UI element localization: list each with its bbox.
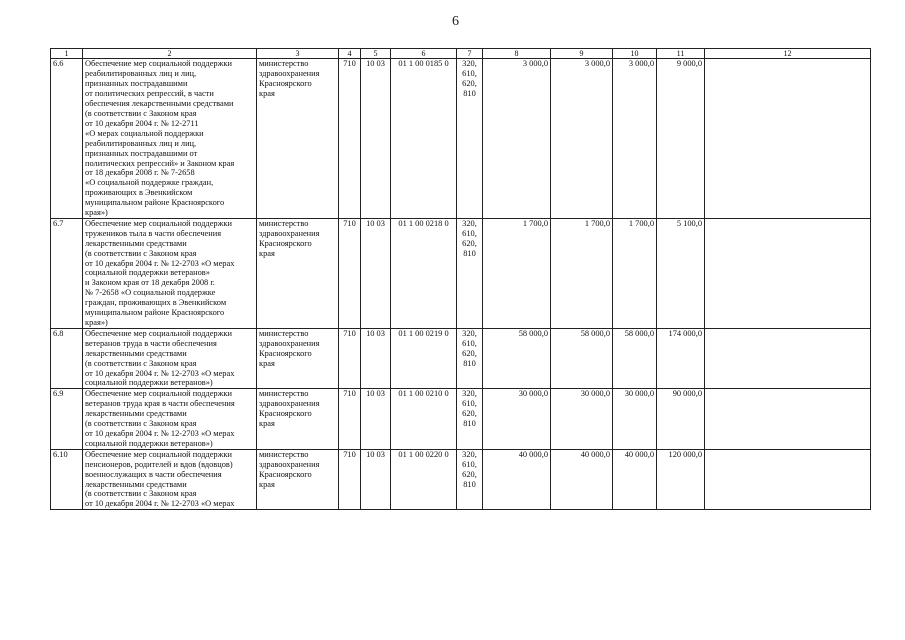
- organization-line: Красноярского: [259, 409, 312, 419]
- description-line: «О мерах социальной поддержки: [85, 128, 204, 138]
- vr-line: 320,: [462, 328, 477, 338]
- vr-line: 810: [463, 479, 476, 489]
- description-line: тружеников тыла в части обеспечения: [85, 228, 222, 238]
- organization-line: здравоохранения: [259, 399, 320, 409]
- table-row: [51, 218, 871, 328]
- note-cell: [705, 218, 871, 328]
- description-line: от 10 декабря 2004 г. № 12-2711: [85, 118, 199, 128]
- description-line: лекарственными средствами: [85, 348, 187, 358]
- description-line: граждан, проживающих в Эвенкийском: [85, 298, 227, 308]
- organization-line: министерство: [259, 59, 309, 69]
- total-cell: 5 100,0: [657, 218, 705, 328]
- row-number-cell: 6.6: [51, 59, 83, 219]
- description-cell: [83, 449, 257, 509]
- rzpr-cell: 10 03: [361, 59, 391, 219]
- vr-line: 320,: [462, 59, 477, 69]
- description-line: Обеспечение мер социальной поддержки: [85, 449, 232, 459]
- organization-line: Красноярского: [259, 238, 312, 248]
- vr-line: 620,: [462, 348, 477, 358]
- vr-line: 810: [463, 358, 476, 368]
- table-row: [51, 389, 871, 449]
- description-cell: [83, 328, 257, 388]
- note-cell: [705, 449, 871, 509]
- row-number-cell: 6.7: [51, 218, 83, 328]
- csr-cell: 01 1 00 0210 0: [391, 389, 457, 449]
- description-line: политических репрессий» и Законом края: [85, 158, 235, 168]
- column-header: 6: [391, 49, 457, 59]
- organization-cell: [257, 59, 339, 219]
- description-line: Обеспечение мер социальной поддержки: [85, 389, 232, 399]
- description-line: пенсионеров, родителей и вдов (вдовцов): [85, 459, 233, 469]
- column-header: 9: [551, 49, 613, 59]
- description-line: Обеспечение мер социальной поддержки: [85, 328, 232, 338]
- description-line: социальной поддержки ветеранов»): [85, 438, 213, 448]
- column-header: 5: [361, 49, 391, 59]
- organization-line: Красноярского: [259, 469, 312, 479]
- description-line: социальной поддержки ветеранов»): [85, 378, 213, 388]
- column-header: 10: [613, 49, 657, 59]
- organization-cell: [257, 449, 339, 509]
- description-line: «О социальной поддержке граждан,: [85, 178, 214, 188]
- organization-line: министерство: [259, 389, 309, 399]
- column-header: 4: [339, 49, 361, 59]
- csr-cell: 01 1 00 0218 0: [391, 218, 457, 328]
- description-line: проживающих в Эвенкийском: [85, 188, 193, 198]
- page-number: 6: [452, 14, 459, 29]
- year3-cell: 58 000,0: [613, 328, 657, 388]
- year3-cell: 30 000,0: [613, 389, 657, 449]
- year3-cell: 40 000,0: [613, 449, 657, 509]
- rzpr-cell: 10 03: [361, 449, 391, 509]
- column-header: 8: [483, 49, 551, 59]
- vr-line: 810: [463, 248, 476, 258]
- rzpr-cell: 10 03: [361, 218, 391, 328]
- description-cell: [83, 389, 257, 449]
- vr-line: 810: [463, 89, 476, 99]
- description-line: от 10 декабря 2004 г. № 12-2703 «О мерах: [85, 428, 235, 438]
- grbs-cell: 710: [339, 449, 361, 509]
- description-line: (в соответствии с Законом края: [85, 108, 197, 118]
- organization-line: здравоохранения: [259, 338, 320, 348]
- description-line: (в соответствии с Законом края: [85, 489, 197, 499]
- note-cell: [705, 389, 871, 449]
- row-number-cell: 6.10: [51, 449, 83, 509]
- description-line: обеспечения лекарственными средствами: [85, 99, 234, 109]
- description-line: края»): [85, 318, 108, 327]
- year1-cell: 1 700,0: [483, 218, 551, 328]
- organization-line: здравоохранения: [259, 69, 320, 79]
- description-line: (в соответствии с Законом края: [85, 248, 197, 258]
- description-line: ветеранов труда в части обеспечения: [85, 338, 217, 348]
- table-row: [51, 59, 871, 219]
- vr-line: 320,: [462, 389, 477, 399]
- vr-line: 620,: [462, 409, 477, 419]
- note-cell: [705, 59, 871, 219]
- year2-cell: 30 000,0: [551, 389, 613, 449]
- organization-line: министерство: [259, 328, 309, 338]
- description-line: от 18 декабря 2008 г. № 7-2658: [85, 168, 195, 178]
- vr-cell: [457, 389, 483, 449]
- row-number-cell: 6.9: [51, 389, 83, 449]
- description-line: и Законом края от 18 декабря 2008 г.: [85, 278, 215, 288]
- vr-line: 610,: [462, 399, 477, 409]
- organization-cell: [257, 328, 339, 388]
- description-line: от 10 декабря 2004 г. № 12-2703 «О мерах: [85, 499, 235, 509]
- total-cell: 120 000,0: [657, 449, 705, 509]
- vr-cell: [457, 328, 483, 388]
- organization-cell: [257, 218, 339, 328]
- organization-line: края: [259, 358, 275, 368]
- vr-cell: [457, 59, 483, 219]
- year1-cell: 30 000,0: [483, 389, 551, 449]
- total-cell: 9 000,0: [657, 59, 705, 219]
- description-line: (в соответствии с Законом края: [85, 419, 197, 429]
- organization-line: министерство: [259, 449, 309, 459]
- description-line: военнослужащих в части обеспечения: [85, 469, 222, 479]
- year2-cell: 3 000,0: [551, 59, 613, 219]
- description-line: признанных пострадавшими от: [85, 148, 198, 158]
- column-header: 2: [83, 49, 257, 59]
- description-line: реабилитированных лиц и лиц,: [85, 138, 197, 148]
- column-header: 3: [257, 49, 339, 59]
- grbs-cell: 710: [339, 59, 361, 219]
- organization-line: здравоохранения: [259, 459, 320, 469]
- description-line: признанных пострадавшими: [85, 79, 188, 89]
- table-row: [51, 328, 871, 388]
- organization-line: Красноярского: [259, 79, 312, 89]
- description-line: лекарственными средствами: [85, 479, 187, 489]
- vr-line: 320,: [462, 449, 477, 459]
- table-row: [51, 449, 871, 509]
- organization-cell: [257, 389, 339, 449]
- description-line: от 10 декабря 2004 г. № 12-2703 «О мерах: [85, 258, 235, 268]
- description-cell: [83, 218, 257, 328]
- note-cell: [705, 328, 871, 388]
- budget-table: [50, 48, 871, 510]
- csr-cell: 01 1 00 0219 0: [391, 328, 457, 388]
- vr-line: 620,: [462, 469, 477, 479]
- vr-cell: [457, 218, 483, 328]
- vr-line: 810: [463, 419, 476, 429]
- rzpr-cell: 10 03: [361, 389, 391, 449]
- vr-line: 320,: [462, 218, 477, 228]
- rzpr-cell: 10 03: [361, 328, 391, 388]
- year2-cell: 1 700,0: [551, 218, 613, 328]
- column-header: 7: [457, 49, 483, 59]
- description-line: (в соответствии с Законом края: [85, 358, 197, 368]
- organization-line: края: [259, 419, 275, 429]
- description-line: от политических репрессий, в части: [85, 89, 214, 99]
- vr-line: 610,: [462, 69, 477, 79]
- year3-cell: 3 000,0: [613, 59, 657, 219]
- vr-line: 610,: [462, 338, 477, 348]
- description-line: лекарственными средствами: [85, 238, 187, 248]
- grbs-cell: 710: [339, 328, 361, 388]
- year2-cell: 40 000,0: [551, 449, 613, 509]
- description-line: № 7-2658 «О социальной поддержке: [85, 288, 216, 298]
- table-body: [51, 59, 871, 510]
- description-line: Обеспечение мер социальной поддержки: [85, 59, 232, 69]
- description-line: от 10 декабря 2004 г. № 12-2703 «О мерах: [85, 368, 235, 378]
- csr-cell: 01 1 00 0185 0: [391, 59, 457, 219]
- description-line: Обеспечение мер социальной поддержки: [85, 218, 232, 228]
- year2-cell: 58 000,0: [551, 328, 613, 388]
- column-header: 1: [51, 49, 83, 59]
- grbs-cell: 710: [339, 218, 361, 328]
- description-line: края»): [85, 208, 108, 218]
- year1-cell: 40 000,0: [483, 449, 551, 509]
- organization-line: министерство: [259, 218, 309, 228]
- organization-line: края: [259, 89, 275, 99]
- vr-cell: [457, 449, 483, 509]
- year3-cell: 1 700,0: [613, 218, 657, 328]
- description-line: ветеранов труда края в части обеспечения: [85, 399, 235, 409]
- organization-line: Красноярского: [259, 348, 312, 358]
- description-line: лекарственными средствами: [85, 409, 187, 419]
- vr-line: 620,: [462, 79, 477, 89]
- organization-line: здравоохранения: [259, 228, 320, 238]
- description-line: муниципальном районе Красноярского: [85, 308, 225, 318]
- header-row: [51, 49, 871, 59]
- total-cell: 174 000,0: [657, 328, 705, 388]
- csr-cell: 01 1 00 0220 0: [391, 449, 457, 509]
- year1-cell: 3 000,0: [483, 59, 551, 219]
- description-line: реабилитированных лиц и лиц,: [85, 69, 197, 79]
- column-header: 11: [657, 49, 705, 59]
- organization-line: края: [259, 248, 275, 258]
- row-number-cell: 6.8: [51, 328, 83, 388]
- year1-cell: 58 000,0: [483, 328, 551, 388]
- vr-line: 620,: [462, 238, 477, 248]
- organization-line: края: [259, 479, 275, 489]
- total-cell: 90 000,0: [657, 389, 705, 449]
- description-cell: [83, 59, 257, 219]
- vr-line: 610,: [462, 459, 477, 469]
- description-line: социальной поддержки ветеранов»: [85, 268, 210, 278]
- grbs-cell: 710: [339, 389, 361, 449]
- vr-line: 610,: [462, 228, 477, 238]
- description-line: муниципальном районе Красноярского: [85, 198, 225, 208]
- column-header: 12: [705, 49, 871, 59]
